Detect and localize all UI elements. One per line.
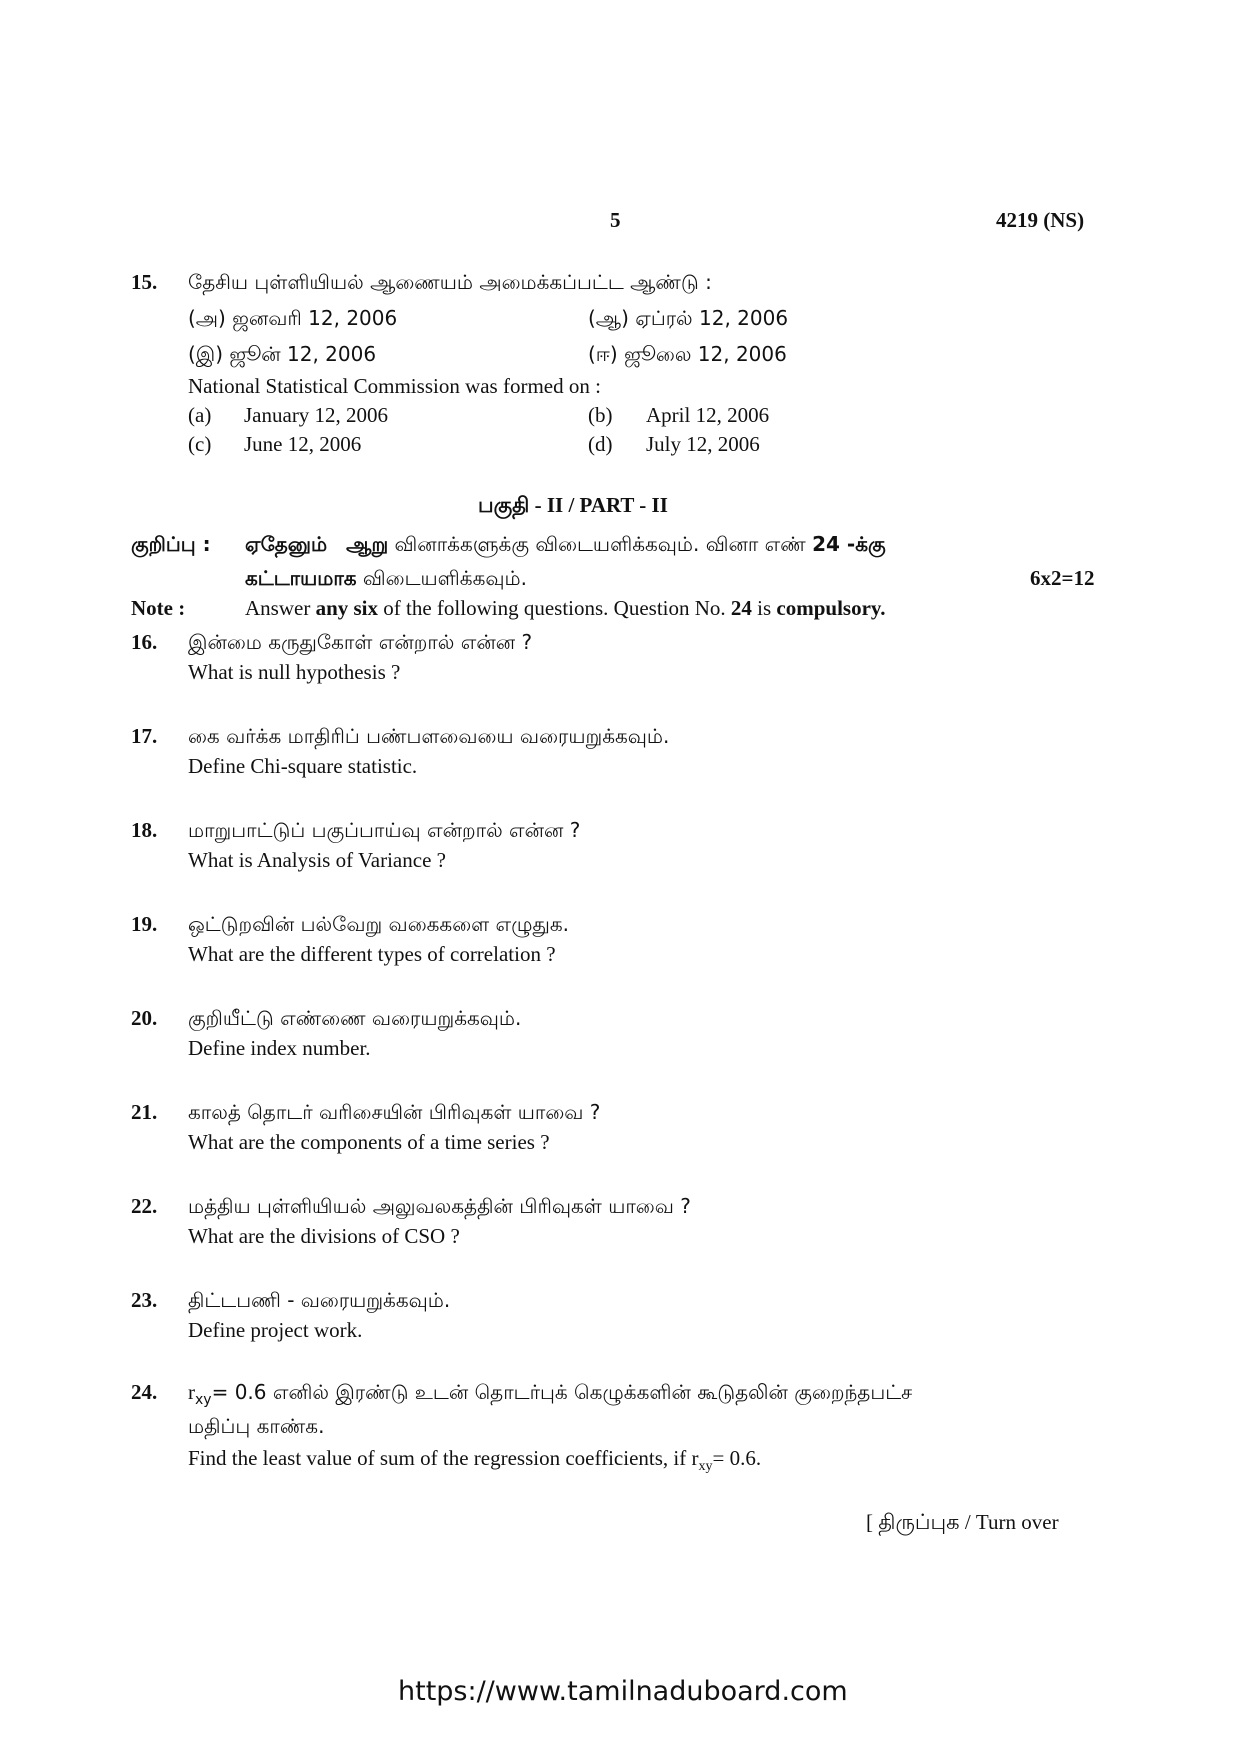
question-number: 21. (131, 1100, 158, 1124)
question-ta: இன்மை கருதுகோள் என்றால் என்ன ? (188, 630, 533, 654)
question-number: 20. (131, 1006, 158, 1030)
r-symbol: r (188, 1380, 195, 1404)
option-label: (d) (588, 432, 613, 456)
option-ta: (அ) ஜனவரி 12, 2006 (188, 306, 398, 330)
question-number: 24. (131, 1380, 158, 1404)
option-text: January 12, 2006 (244, 403, 389, 427)
question-en: What are the different types of correlation ? (188, 942, 556, 966)
note-ta-num: 24 -க்கு (812, 532, 886, 556)
source-url[interactable]: https://www.tamilnaduboard.com (398, 1676, 848, 1707)
option-text: April 12, 2006 (646, 403, 770, 427)
question-en: Define index number. (188, 1036, 371, 1060)
r-subscript: xy (698, 1459, 713, 1475)
page-number: 5 (610, 208, 621, 232)
note-ta-text: வினாக்களுக்கு விடையளிக்கவும். வினா எண் (394, 532, 806, 556)
note-compulsory: கட்டாயமாக (245, 566, 357, 590)
question-ta: காலத் தொடர் வரிசையின் பிரிவுகள் யாவை ? (188, 1100, 601, 1124)
option-ta: (ஈ) ஜூலை 12, 2006 (588, 342, 787, 366)
part-title: பகுதி - II / PART - II (478, 493, 668, 517)
note-en-24: 24 (730, 596, 752, 620)
turn-over: [ திருப்புக / Turn over (866, 1510, 1059, 1534)
question-ta: தேசிய புள்ளியியல் ஆணையம் அமைக்கப்பட்ட ஆண்டு : (188, 270, 712, 294)
question-ta-line2: மதிப்பு காண்க. (188, 1414, 325, 1438)
question-number: 18. (131, 818, 158, 842)
question-ta: குறியீட்டு எண்ணை வரையறுக்கவும். (188, 1006, 522, 1030)
question-ta: திட்டபணி - வரையறுக்கவும். (188, 1288, 451, 1312)
question-en (188, 1446, 761, 1475)
question-en: What are the components of a time series ? (188, 1130, 550, 1154)
part-heading (478, 493, 668, 520)
note-ta-line2 (245, 566, 527, 593)
note-en-part: of the following questions. Question No. (383, 596, 726, 620)
option-ta: (ஆ) ஏப்ரல் 12, 2006 (588, 306, 789, 330)
option-text: July 12, 2006 (646, 432, 760, 456)
question-en: What are the divisions of CSO ? (188, 1224, 460, 1248)
note-en-text (245, 596, 886, 621)
question-en: Define project work. (188, 1318, 363, 1342)
question-number: 22. (131, 1194, 158, 1218)
question-ta: கை வர்க்க மாதிரிப் பண்பளவையை வரையறுக்கவும். (188, 724, 670, 748)
question-number: 16. (131, 630, 158, 654)
question-en: National Statistical Commission was formed on : (188, 374, 601, 398)
r-subscript: xy (195, 1392, 212, 1408)
option-text: June 12, 2006 (244, 432, 362, 456)
option-label: (c) (188, 432, 212, 456)
note-en-any-six: any six (315, 596, 379, 620)
question-number: 19. (131, 912, 158, 936)
question-en: What is Analysis of Variance ? (188, 848, 446, 872)
question-ta: ஒட்டுறவின் பல்வேறு வகைகளை எழுதுக. (188, 912, 569, 936)
note-en-compulsory: compulsory. (776, 596, 886, 620)
question-number: 15. (131, 270, 158, 294)
option-ta: (இ) ஜூன் 12, 2006 (188, 342, 377, 366)
question-ta (188, 1380, 912, 1408)
note-ta-text2: விடையளிக்கவும். (362, 566, 527, 590)
note-en-part: is (757, 596, 772, 620)
note-ta-line1 (245, 532, 886, 559)
option-label: (a) (188, 403, 212, 427)
paper-code: 4219 (NS) (996, 208, 1085, 232)
note-en-label: Note : (131, 596, 186, 620)
question-number: 23. (131, 1288, 158, 1312)
question-ta: மத்திய புள்ளியியல் அலுவலகத்தின் பிரிவுகள் யாவை ? (188, 1194, 691, 1218)
q24-en-end: = 0.6. (712, 1446, 762, 1470)
question-en: What is null hypothesis ? (188, 660, 401, 684)
marks: 6x2=12 (1030, 566, 1095, 590)
note-six: ஆறு (346, 532, 389, 556)
question-en: Define Chi-square statistic. (188, 754, 418, 778)
q24-en-text: Find the least value of sum of the regression coefficients, if r (188, 1446, 699, 1470)
option-label: (b) (588, 403, 613, 427)
question-number: 17. (131, 724, 158, 748)
note-any: ஏதேனும் (245, 532, 328, 556)
q24-ta-text: = 0.6 எனில் இரண்டு உடன் தொடர்புக் கெழுக்களின் கூடுதலின் குறைந்தபட்ச (211, 1380, 913, 1404)
question-ta: மாறுபாட்டுப் பகுப்பாய்வு என்றால் என்ன ? (188, 818, 581, 842)
note-en-part: Answer (245, 596, 311, 620)
note-ta-label: குறிப்பு : (131, 532, 211, 556)
